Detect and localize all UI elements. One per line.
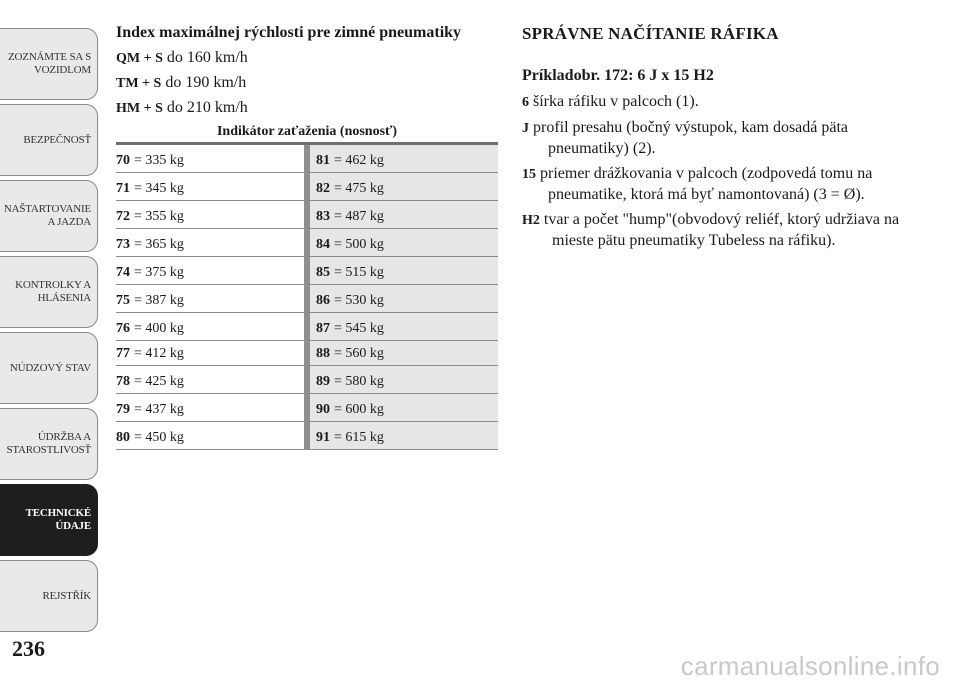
definition-text: priemer drážkovania v palcoch (zodpovedá tomu na pneumatike, ktorá má byť namontovaná) (3 = Ø). — [540, 165, 873, 203]
tab-nudzovy-stav[interactable]: NÚDZOVÝ STAV — [0, 332, 98, 404]
table-cell — [116, 257, 304, 284]
table-row — [116, 145, 498, 173]
table-cell — [310, 422, 498, 449]
table-row — [116, 313, 498, 341]
table-cell — [116, 145, 304, 172]
table-row — [116, 285, 498, 313]
table-cell — [310, 341, 498, 365]
load-value: = 425 kg — [134, 374, 184, 389]
table-cell — [116, 422, 304, 449]
load-code: 84 — [316, 237, 330, 252]
load-value: = 580 kg — [334, 374, 384, 389]
speed-code: HM + S — [116, 101, 163, 116]
rim-reading-section — [522, 24, 902, 256]
page-number: 236 — [12, 636, 45, 661]
load-code: 81 — [316, 153, 330, 168]
section-heading: SPRÁVNE NAČÍTANIE RÁFIKA — [522, 24, 779, 43]
speed-code: QM + S — [116, 51, 163, 66]
load-value: = 450 kg — [134, 430, 184, 445]
definition-item — [522, 118, 902, 159]
tab-udrzba[interactable]: ÚDRŽBA A STAROSTLIVOSŤ — [0, 408, 98, 480]
table-cell — [310, 366, 498, 393]
load-value: = 615 kg — [334, 430, 384, 445]
load-value: = 600 kg — [334, 402, 384, 417]
load-code: 73 — [116, 237, 130, 252]
table-row — [116, 341, 498, 366]
table-cell — [116, 229, 304, 256]
load-code: 83 — [316, 209, 330, 224]
load-value: = 437 kg — [134, 402, 184, 417]
definition-text: tvar a počet "hump"(obvodový reliéf, ktorý udržiava na mieste pätu pneumatiky Tubeless na ráfiku). — [543, 211, 900, 249]
tab-nastartovanie[interactable]: NAŠTARTOVANIE A JAZDA — [0, 180, 98, 252]
load-code: 77 — [116, 346, 130, 361]
speed-value: do 210 km/h — [166, 99, 248, 116]
tab-rejstrik[interactable]: REJSTŘÍK — [0, 560, 98, 632]
table-cell — [310, 145, 498, 172]
speed-code: TM + S — [116, 76, 162, 91]
load-code: 79 — [116, 402, 130, 417]
load-value: = 387 kg — [134, 293, 184, 308]
load-value: = 365 kg — [134, 237, 184, 252]
load-code: 87 — [316, 321, 330, 336]
table-cell — [310, 229, 498, 256]
table-cell — [116, 341, 304, 365]
speed-value: do 190 km/h — [165, 74, 247, 91]
load-code: 82 — [316, 181, 330, 196]
load-value: = 375 kg — [134, 265, 184, 280]
load-value: = 475 kg — [334, 181, 384, 196]
definition-text: šírka ráfiku v palcoch (1). — [533, 93, 699, 110]
speed-line — [116, 71, 498, 96]
table-cell — [310, 257, 498, 284]
load-code: 71 — [116, 181, 130, 196]
load-code: 72 — [116, 209, 130, 224]
rim-example: Príkladobr. 172: 6 J x 15 H2 — [522, 67, 714, 84]
table-cell — [310, 173, 498, 200]
load-value: = 355 kg — [134, 209, 184, 224]
load-code: 91 — [316, 430, 330, 445]
load-value: = 412 kg — [134, 346, 184, 361]
load-value: = 345 kg — [134, 181, 184, 196]
load-value: = 462 kg — [334, 153, 384, 168]
tab-technicke-udaje[interactable]: TECHNICKÉ ÚDAJE — [0, 484, 98, 556]
load-value: = 515 kg — [334, 265, 384, 280]
load-code: 90 — [316, 402, 330, 417]
load-code: 75 — [116, 293, 130, 308]
load-code: 86 — [316, 293, 330, 308]
tab-bezpecnost[interactable]: BEZPEČNOSŤ — [0, 104, 98, 176]
load-code: 70 — [116, 153, 130, 168]
table-cell — [116, 201, 304, 228]
definition-key: 6 — [522, 95, 529, 110]
definition-key: 15 — [522, 167, 536, 182]
tab-zoznamte-sa[interactable]: ZOZNÁMTE SA S VOZIDLOM — [0, 28, 98, 100]
load-value: = 335 kg — [134, 153, 184, 168]
watermark: carmanualsonline.info — [680, 651, 940, 681]
load-code: 76 — [116, 321, 130, 336]
load-value: = 487 kg — [334, 209, 384, 224]
table-cell — [116, 366, 304, 393]
load-index-title: Indikátor zaťaženia (nosnosť) — [216, 124, 398, 139]
tab-kontrolky[interactable]: KONTROLKY A HLÁSENIA — [0, 256, 98, 328]
speed-and-load-section — [116, 24, 498, 450]
definition-text: profil presahu (bočný výstupok, kam dosadá päta pneumatiky) (2). — [533, 119, 849, 157]
table-row — [116, 201, 498, 229]
definition-item — [522, 210, 902, 251]
table-row — [116, 257, 498, 285]
load-code: 80 — [116, 430, 130, 445]
load-value: = 530 kg — [334, 293, 384, 308]
load-index-table — [116, 142, 498, 450]
table-row — [116, 229, 498, 257]
load-code: 85 — [316, 265, 330, 280]
table-row — [116, 422, 498, 450]
table-cell — [116, 285, 304, 312]
load-code: 78 — [116, 374, 130, 389]
table-cell — [116, 173, 304, 200]
speed-line — [116, 96, 498, 121]
load-value: = 400 kg — [134, 321, 184, 336]
load-value: = 560 kg — [334, 346, 384, 361]
load-code: 89 — [316, 374, 330, 389]
load-value: = 500 kg — [334, 237, 384, 252]
table-row — [116, 366, 498, 394]
definition-item — [522, 92, 902, 113]
definition-key: H2 — [522, 213, 540, 228]
load-value: = 545 kg — [334, 321, 384, 336]
table-cell — [310, 201, 498, 228]
table-cell — [116, 394, 304, 421]
table-row — [116, 394, 498, 422]
table-cell — [116, 313, 304, 340]
table-cell — [310, 313, 498, 340]
definition-item — [522, 164, 902, 205]
speed-index-title: Index maximálnej rýchlosti pre zimné pneumatiky — [116, 24, 462, 41]
speed-line — [116, 46, 498, 71]
table-cell — [310, 394, 498, 421]
speed-value: do 160 km/h — [166, 49, 248, 66]
load-code: 88 — [316, 346, 330, 361]
table-row — [116, 173, 498, 201]
table-cell — [310, 285, 498, 312]
definition-key: J — [522, 121, 529, 136]
load-code: 74 — [116, 265, 130, 280]
